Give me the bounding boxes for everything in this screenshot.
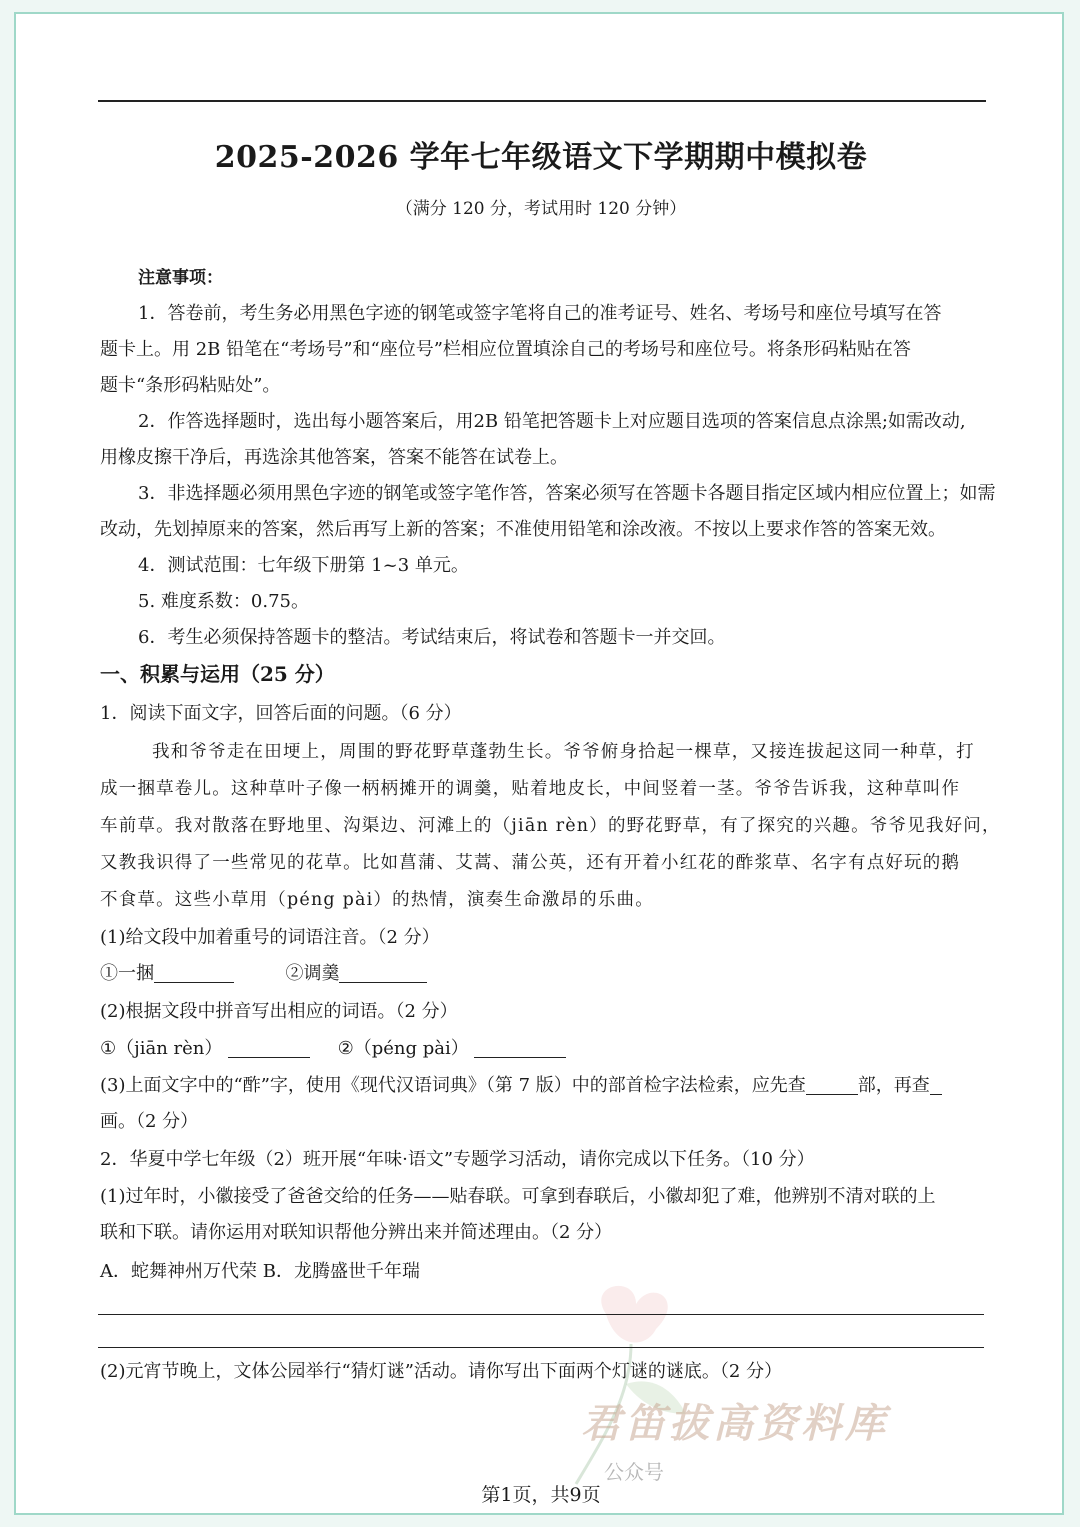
item-label: ②（péng pài） [337,1038,469,1059]
passage-line: 不食草。这些小草用（péng pài）的热情，演奏生命激昂的乐曲。 [100,890,654,910]
sub-question-cont: 联和下联。请你运用对联知识帮他分辨出来并简述理由。（2 分） [100,1222,613,1243]
passage-line: 又教我识得了一些常见的花草。比如菖蒲、艾蒿、蒲公英，还有开着小红花的酢浆草、名字有点好玩的鹅 [100,853,961,873]
question-stem: 2．华夏中学七年级（2）班开展“年味·语文”专题学习活动，请你完成以下任务。（10 分） [100,1149,815,1170]
answer-blank[interactable] [930,1074,942,1095]
answer-blank[interactable] [228,1037,310,1058]
notice-line: 5. 难度系数：0.75。 [138,591,309,612]
page-title: 2025-2026 学年七年级语文下学期期中模拟卷 [214,140,868,175]
answer-blank[interactable] [474,1037,566,1058]
sub-question [100,1068,942,1104]
notice-line: 改动，先划掉原来的答案，然后再写上新的答案；不准使用铅笔和涂改液。不按以上要求作答的答案无效。 [100,519,946,540]
answer-line[interactable] [98,1347,984,1348]
sub-question-cont: 画。（2 分） [100,1111,199,1132]
passage-line: 我和爷爷走在田埂上，周围的野花野草蓬勃生长。爷爷俯身拾起一棵草，又接连拔起这同一种草，打 [152,742,975,762]
passage-line: 成一捆草卷儿。这种草叶子像一柄柄摊开的调羹，贴着地皮长，中间竖着一茎。爷爷告诉我，这种草叫作 [100,779,961,799]
sub-question-text: (3)上面文字中的“酢”字，使用《现代汉语词典》（第 7 版）中的部首检字法检索，应先查 [100,1075,806,1096]
header-rule [98,100,986,102]
answer-blank[interactable] [154,962,234,983]
sub-question: (1)过年时，小徽接受了爸爸交给的任务——贴春联。可拿到春联后，小徽却犯了难，他辨别不清对联的上 [100,1186,936,1207]
notice-line: 3．非选择题必须用黑色字迹的钢笔或签字笔作答，答案必须写在答题卡各题目指定区域内相应位置上；如需 [138,483,996,504]
watermark-sub: 公众号 [604,1460,664,1484]
exam-subtitle: （满分 120 分，考试用时 120 分钟） [395,199,687,219]
question-stem: 1．阅读下面文字，回答后面的问题。（6 分） [100,703,462,724]
couplet-options: A．蛇舞神州万代荣 B．龙腾盛世千年瑞 [100,1261,420,1282]
sub-question: (1)给文段中加着重号的词语注音。（2 分） [100,927,440,948]
section-heading: 一、积累与运用（25 分） [100,662,335,686]
notice-line: 用橡皮擦干净后，再选涂其他答案，答案不能答在试卷上。 [100,447,568,468]
item-label: ①一捆 [100,963,154,984]
notice-line: 4．测试范围：七年级下册第 1~3 单元。 [138,555,469,576]
exam-page [14,12,1064,1515]
item-label: ②调羹 [285,963,340,984]
sub-question-text: 部，再查 [857,1075,930,1096]
page-number: 第1页，共9页 [481,1484,601,1506]
answer-blank[interactable] [339,962,427,983]
notice-line: 6．考生必须保持答题卡的整洁。考试结束后，将试卷和答题卡一并交回。 [138,627,726,648]
answer-row [100,1031,566,1067]
notice-heading: 注意事项： [138,268,223,288]
notice-line: 题卡“条形码粘贴处”。 [100,375,281,396]
answer-line[interactable] [98,1314,984,1315]
notice-line: 1．答卷前，考生务必用黑色字迹的钢笔或签字笔将自己的准考证号、姓名、考场号和座位号填写在答 [138,303,942,324]
passage-line: 车前草。我对散落在野地里、沟渠边、河滩上的（jiān rèn）的野花野草，有了探究的兴趣。爷爷见我好问， [100,816,1001,836]
notice-line: 2．作答选择题时，选出每小题答案后，用2B 铅笔把答题卡上对应题目选项的答案信息点涂黑;如需改动, [138,411,966,432]
notice-line: 题卡上。用 2B 铅笔在“考场号”和“座位号”栏相应位置填涂自己的考场号和座位号。将条形码粘贴在答 [100,339,911,360]
sub-question: (2)元宵节晚上，文体公园举行“猜灯谜”活动。请你写出下面两个灯谜的谜底。（2 分） [100,1361,783,1382]
item-label: ①（jiān rèn） [100,1038,223,1059]
watermark-text: 君笛拔高资料库 [581,1400,889,1447]
sub-question: (2)根据文段中拼音写出相应的词语。（2 分） [100,1001,458,1022]
answer-blank[interactable] [806,1074,858,1095]
answer-row [100,956,427,992]
